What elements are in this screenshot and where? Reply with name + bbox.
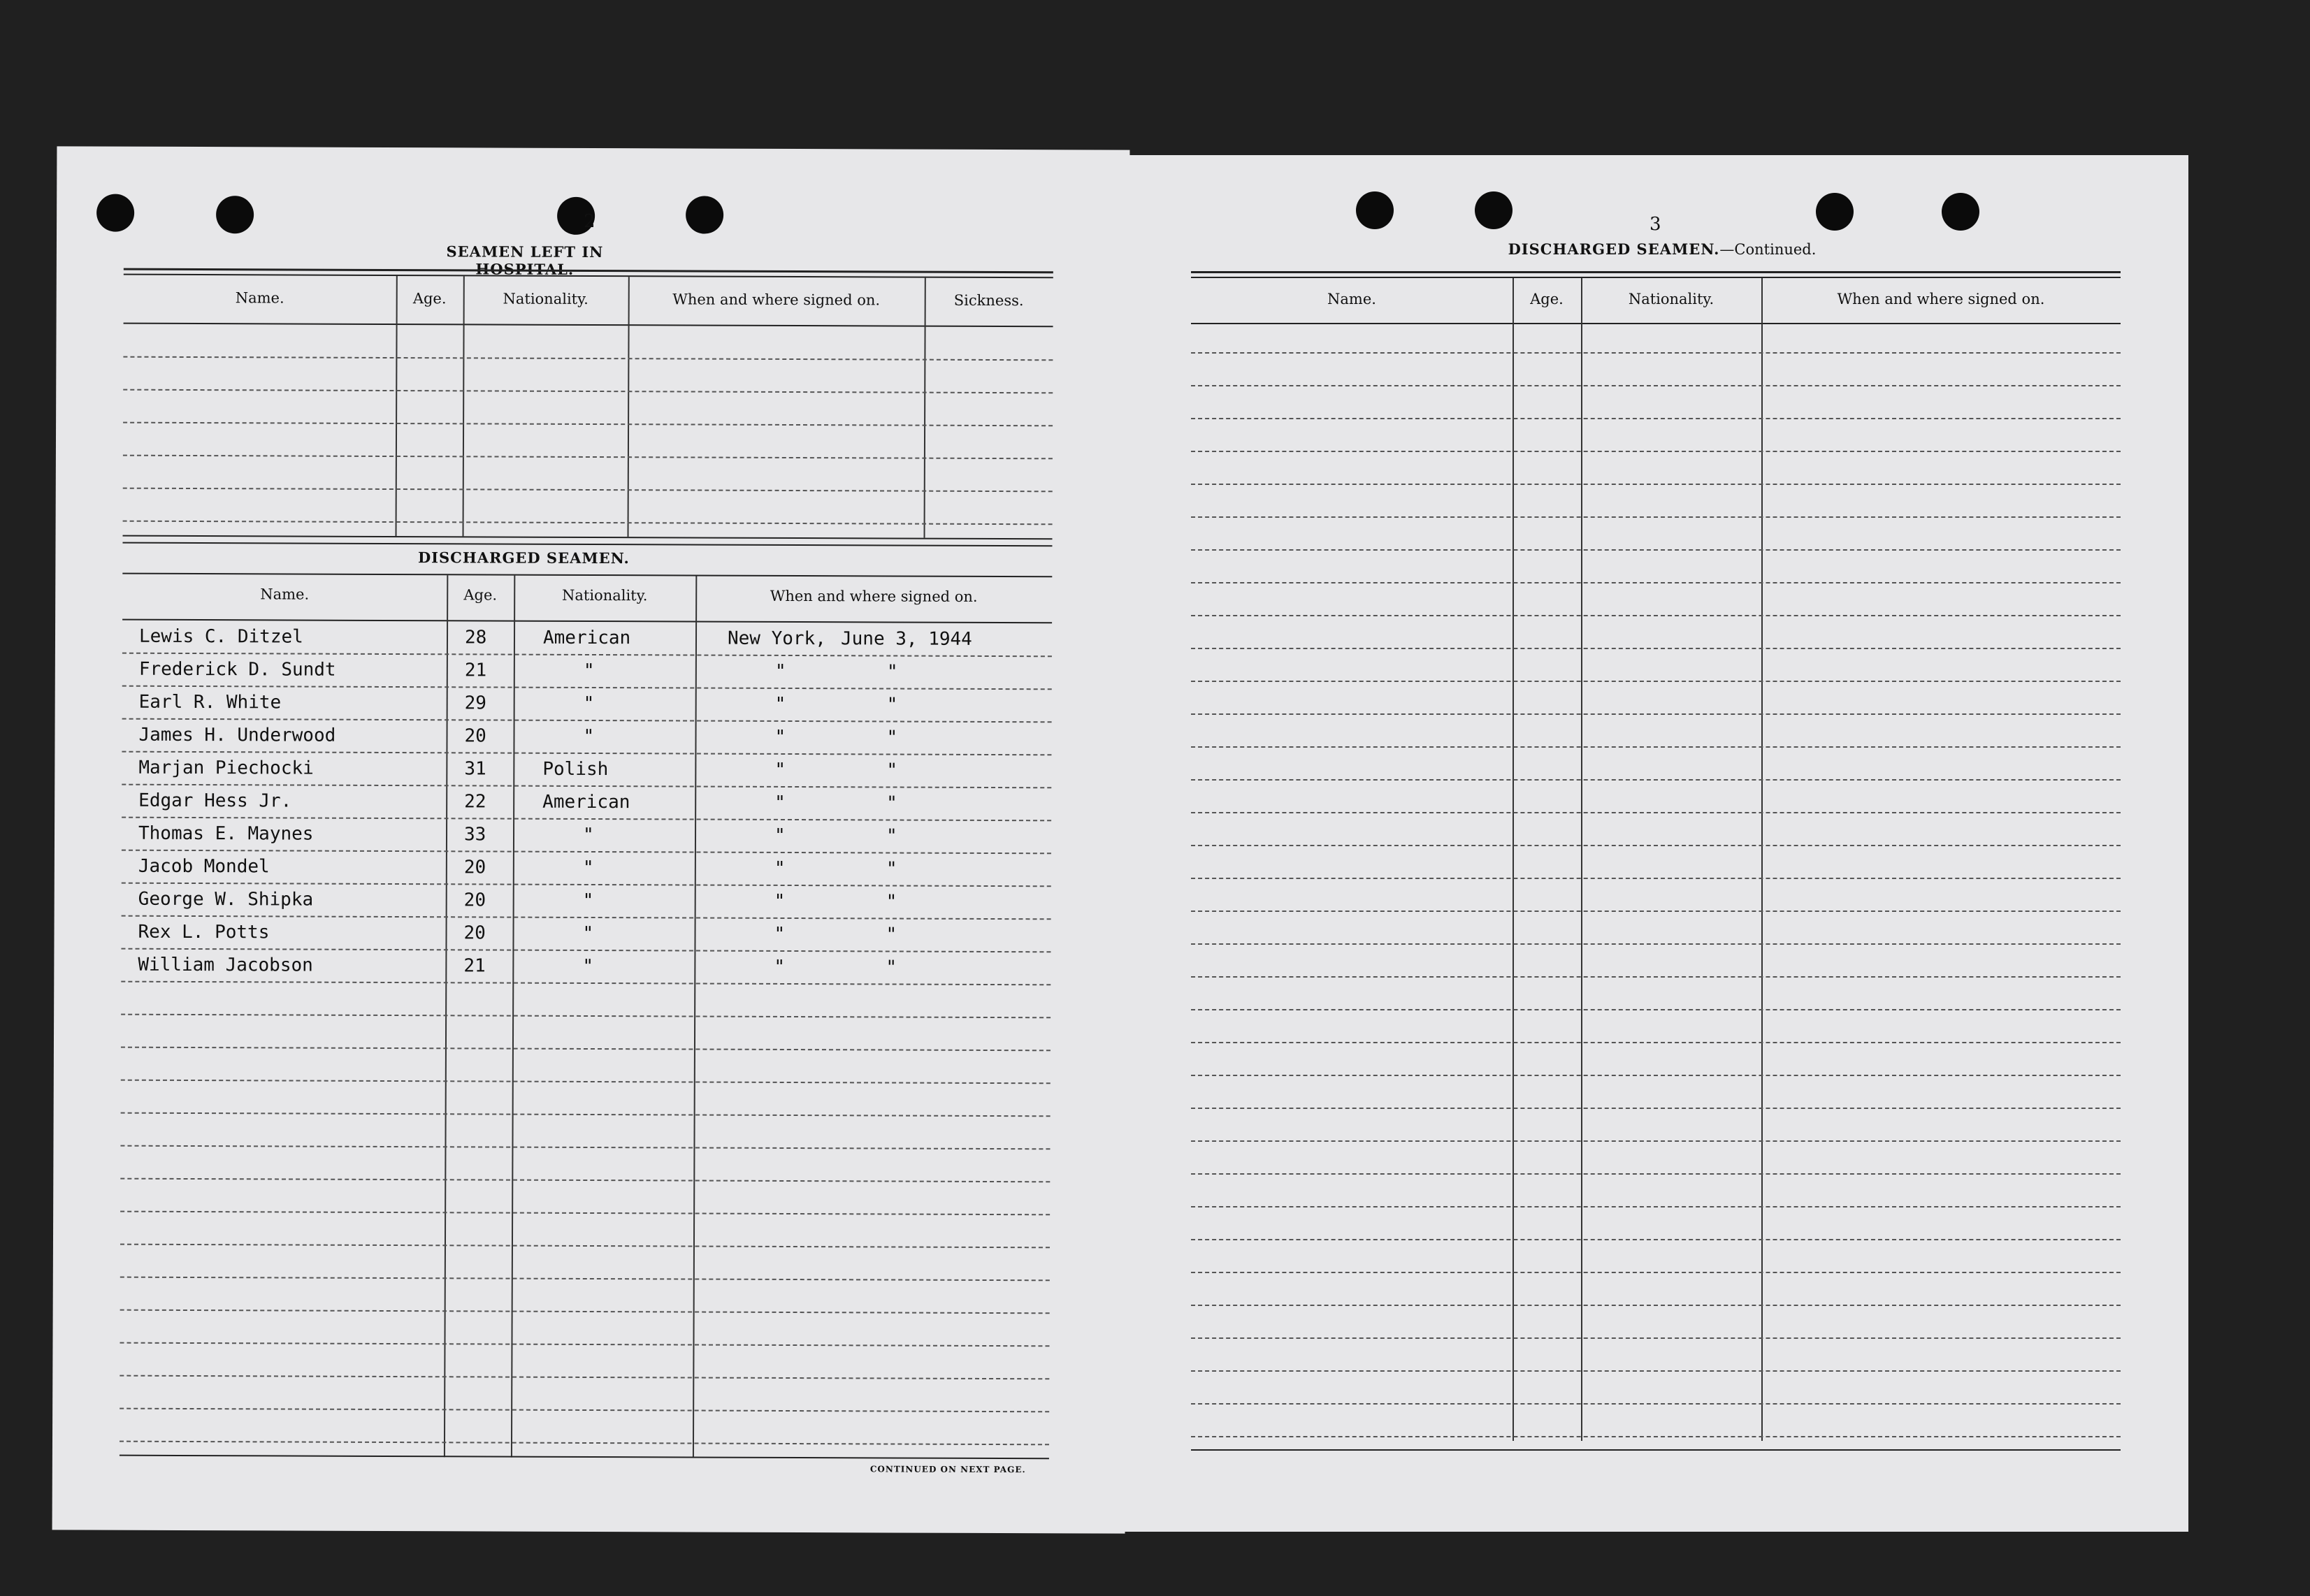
- discharged-continued-title: [1487, 240, 1837, 258]
- ruled-line: [121, 981, 1051, 986]
- ruled-line: [120, 1342, 1049, 1347]
- row-11-where: ": [774, 956, 786, 978]
- column-divider: [1513, 278, 1514, 1441]
- ruled-line: [1191, 1042, 2121, 1043]
- row-11-date: ": [886, 957, 897, 978]
- left-page: [52, 146, 1130, 1533]
- row-4-where: ": [774, 726, 786, 748]
- punch-hole: [1356, 191, 1394, 229]
- row-8-age: 20: [463, 857, 486, 878]
- ruled-line: [123, 521, 1053, 525]
- row-1-name: Lewis C. Ditzel: [138, 625, 303, 648]
- col-header-nationality: Nationality.: [503, 290, 589, 307]
- row-5-age: 31: [464, 758, 486, 780]
- ruled-line: [121, 1047, 1051, 1052]
- row-2-where: ": [774, 660, 786, 682]
- row-10-where: ": [774, 923, 786, 945]
- ruled-line: [1191, 911, 2121, 912]
- ruled-line: [122, 653, 1052, 658]
- ruled-line: [1191, 615, 2121, 616]
- col-header-age: Age.: [1530, 291, 1564, 307]
- row-11-nationality: ": [582, 955, 594, 978]
- ruled-line: [1191, 681, 2121, 682]
- column-divider: [1581, 278, 1582, 1441]
- ruled-line: [122, 850, 1051, 855]
- ruled-line: [1191, 746, 2121, 748]
- col-header-signed-on: When and where signed on.: [770, 587, 978, 605]
- col-header-signed-on: When and where signed on.: [1837, 291, 2045, 307]
- title-main: DISCHARGED SEAMEN.: [1508, 240, 1720, 258]
- ruled-line: [1191, 845, 2121, 846]
- column-divider: [396, 276, 398, 536]
- ruled-line: [120, 1375, 1049, 1380]
- punch-hole: [686, 196, 723, 233]
- row-7-where: ": [774, 825, 786, 846]
- row-2-date: ": [886, 661, 898, 683]
- ruled-line: [1191, 1370, 2121, 1372]
- row-6-date: ": [886, 792, 897, 814]
- ruled-line: [1191, 418, 2121, 419]
- ruled-line: [1191, 779, 2121, 781]
- row-6-age: 22: [464, 791, 486, 813]
- row-10-name: Rex L. Potts: [138, 921, 270, 943]
- ruled-line: [1191, 516, 2121, 518]
- discharged-section-title: DISCHARGED SEAMEN.: [417, 549, 630, 567]
- ruled-line: [120, 1441, 1049, 1446]
- ruled-line: [123, 389, 1053, 394]
- ruled-line: [1191, 1173, 2121, 1175]
- hospital-section-title: SEAMEN LEFT IN: [446, 242, 604, 261]
- row-10-nationality: ": [582, 922, 594, 945]
- row-5-where: ": [774, 759, 786, 781]
- ruled-line: [1191, 385, 2121, 386]
- column-divider: [463, 276, 465, 536]
- punch-hole: [96, 194, 134, 232]
- ruled-line: [1191, 582, 2121, 583]
- ruled-line: [122, 883, 1051, 887]
- ruled-line: [121, 948, 1051, 953]
- row-5-nationality: Polish: [542, 758, 609, 781]
- column-divider: [924, 278, 926, 538]
- ruled-line: [120, 1244, 1050, 1249]
- ruled-line: [122, 718, 1052, 723]
- ruled-line: [1191, 484, 2121, 485]
- ruled-line: [120, 1145, 1050, 1150]
- ruled-line: [123, 488, 1053, 493]
- col-header-age: Age.: [412, 290, 447, 307]
- row-1-age: 28: [464, 627, 487, 648]
- col-header-name: Name.: [1327, 291, 1376, 307]
- punch-hole: [1475, 191, 1513, 229]
- row-4-age: 20: [464, 725, 486, 747]
- row-7-age: 33: [463, 824, 486, 846]
- ruled-line: [1191, 648, 2121, 649]
- ruled-line: [1191, 352, 2121, 354]
- ruled-line: [122, 685, 1052, 690]
- ruled-line: [122, 915, 1051, 920]
- ruled-line: [120, 1310, 1050, 1314]
- row-9-age: 20: [463, 890, 486, 911]
- row-9-where: ": [774, 890, 786, 912]
- ruled-line: [120, 1211, 1050, 1216]
- row-3-date: ": [886, 694, 898, 716]
- ruled-line: [1191, 812, 2121, 813]
- ruled-line: [1191, 1140, 2121, 1142]
- row-6-name: Edgar Hess Jr.: [138, 790, 292, 812]
- ruled-line: [1191, 1337, 2121, 1339]
- page-number: 3: [1650, 214, 1661, 235]
- row-11-name: William Jacobson: [138, 954, 313, 976]
- punch-hole: [1942, 193, 1979, 231]
- row-11-age: 21: [463, 955, 486, 977]
- table-rule: [120, 1455, 1049, 1460]
- column-divider: [628, 277, 630, 537]
- header-rule: [124, 323, 1053, 328]
- ruled-line: [121, 1080, 1051, 1084]
- row-9-date: ": [886, 891, 897, 913]
- row-8-nationality: ": [582, 857, 594, 879]
- ruled-line: [1191, 1403, 2121, 1405]
- ruled-line: [1191, 1436, 2121, 1437]
- ruled-line: [123, 356, 1053, 361]
- punch-hole: [1816, 193, 1854, 231]
- ruled-line: [1191, 1075, 2121, 1076]
- row-3-name: Earl R. White: [138, 691, 282, 713]
- right-page: [1124, 155, 2188, 1532]
- row-1-date: June 3, 1944: [840, 628, 972, 650]
- table-rule: [123, 535, 1053, 540]
- ruled-line: [122, 784, 1051, 789]
- ruled-line: [1191, 1108, 2121, 1109]
- ruled-line: [123, 455, 1053, 460]
- ruled-line: [1191, 878, 2121, 879]
- row-10-date: ": [886, 924, 897, 945]
- page-number: 2: [584, 210, 595, 233]
- row-2-nationality: ": [583, 660, 595, 682]
- continued-footer: CONTINUED ON NEXT PAGE.: [869, 1464, 1026, 1475]
- row-8-date: ": [886, 858, 897, 880]
- ruled-line: [1191, 976, 2121, 978]
- ruled-line: [120, 1277, 1050, 1282]
- row-7-name: Thomas E. Maynes: [138, 822, 314, 845]
- ruled-line: [1191, 549, 2121, 551]
- col-header-age: Age.: [463, 586, 498, 604]
- row-8-name: Jacob Mondel: [138, 855, 270, 878]
- col-header-name: Name.: [260, 586, 310, 603]
- ruled-line: [121, 1112, 1051, 1117]
- ruled-line: [1191, 1206, 2121, 1207]
- ruled-line: [1191, 713, 2121, 715]
- punch-hole: [216, 196, 254, 233]
- row-6-where: ": [774, 792, 786, 813]
- row-8-where: ": [774, 857, 786, 879]
- ruled-line: [1191, 1305, 2121, 1306]
- row-3-where: ": [774, 693, 786, 715]
- ruled-line: [122, 817, 1051, 822]
- col-header-sickness: Sickness.: [953, 291, 1024, 310]
- ruled-line: [1191, 451, 2121, 452]
- row-9-nationality: ": [582, 890, 594, 912]
- row-2-name: Frederick D. Sundt: [138, 658, 336, 681]
- row-5-date: ": [886, 760, 898, 781]
- title-suffix: —Continued.: [1719, 241, 1817, 258]
- table-rule: [1191, 1449, 2121, 1451]
- ruled-line: [123, 422, 1053, 427]
- ruled-line: [121, 1014, 1051, 1019]
- row-5-name: Marjan Piechocki: [138, 757, 314, 779]
- ruled-line: [1191, 1239, 2121, 1240]
- row-4-date: ": [886, 727, 898, 748]
- row-4-name: James H. Underwood: [138, 724, 336, 746]
- col-header-nationality: Nationality.: [1628, 291, 1715, 307]
- ruled-line: [120, 1408, 1049, 1413]
- row-9-name: George W. Shipka: [138, 888, 314, 911]
- row-3-nationality: ": [583, 692, 595, 715]
- table-rule: [1191, 277, 2121, 278]
- column-divider: [1761, 278, 1763, 1441]
- row-7-nationality: ": [582, 824, 594, 846]
- table-rule: [1191, 271, 2121, 273]
- row-2-age: 21: [464, 660, 487, 681]
- ruled-line: [122, 751, 1051, 756]
- row-6-nationality: American: [542, 791, 630, 813]
- row-4-nationality: ": [583, 725, 595, 748]
- ruled-line: [1191, 943, 2121, 945]
- col-header-nationality: Nationality.: [561, 586, 648, 604]
- ruled-line: [1191, 1272, 2121, 1273]
- col-header-signed-on: When and where signed on.: [672, 291, 881, 309]
- ruled-line: [1191, 1009, 2121, 1010]
- row-3-age: 29: [464, 692, 487, 714]
- header-rule: [1191, 323, 2121, 324]
- row-10-age: 20: [463, 922, 486, 944]
- row-7-date: ": [886, 825, 897, 847]
- row-1-where: New York,: [727, 627, 826, 650]
- ruled-line: [120, 1178, 1050, 1183]
- header-rule: [122, 619, 1052, 624]
- row-1-nationality: American: [542, 627, 631, 649]
- col-header-name: Name.: [235, 289, 284, 307]
